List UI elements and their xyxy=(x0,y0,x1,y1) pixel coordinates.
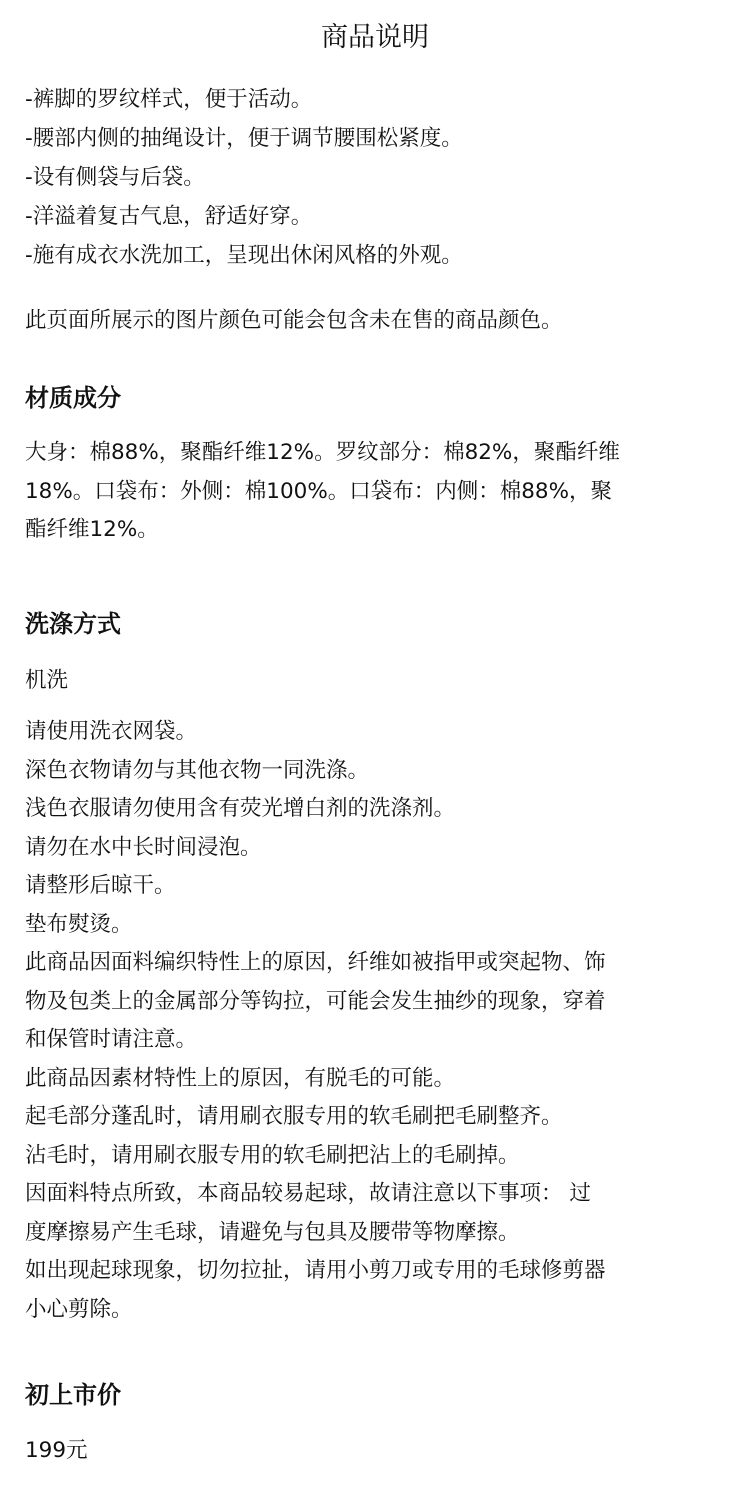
washing-method: 机洗 xyxy=(25,668,69,693)
washing-line: 起毛部分蓬乱时，请用刷衣服专用的软毛刷把毛刷整齐。 xyxy=(25,1104,563,1129)
price-value: 199元 xyxy=(25,1438,88,1463)
washing-line: 请整形后晾干。 xyxy=(25,873,176,898)
material-heading: 材质成分 xyxy=(25,384,121,412)
washing-line: 请勿在水中长时间浸泡。 xyxy=(25,834,262,860)
material-text xyxy=(25,434,730,550)
list-item: -设有侧袋与后袋。 xyxy=(25,165,205,190)
washing-line: 物及包类上的金属部分等钩拉，可能会发生抽纱的现象，穿着 xyxy=(25,988,606,1014)
washing-line: 度摩擦易产生毛球，请避免与包具及腰带等物摩擦。 xyxy=(25,1219,520,1245)
page-title: 商品说明 xyxy=(321,22,429,53)
washing-line: 因面料特点所致，本商品较易起球，故请注意以下事项： 过 xyxy=(25,1181,591,1206)
washing-line: 深色衣物请勿与其他衣物一同洗涤。 xyxy=(25,757,370,783)
washing-line: 垫布熨烫。 xyxy=(25,911,133,937)
price-heading: 初上市价 xyxy=(25,1381,121,1409)
list-item: -裤脚的罗纹样式，便于活动。 xyxy=(25,87,313,112)
color-disclaimer: 此页面所展示的图片颜色可能会包含未在售的商品颜色。 xyxy=(25,308,563,333)
washing-line: 和保管时请注意。 xyxy=(25,1027,198,1052)
washing-line: 此商品因素材特性上的原因，有脱毛的可能。 xyxy=(25,1065,456,1091)
list-item: -腰部内侧的抽绳设计，便于调节腰围松紧度。 xyxy=(25,126,463,151)
material-line: 18%。口袋布：外侧：棉100%。口袋布：内侧：棉88%，聚 xyxy=(25,478,613,504)
washing-line: 沾毛时，请用刷衣服专用的软毛刷把沾上的毛刷掉。 xyxy=(25,1142,520,1168)
list-item: -施有成衣水洗加工，呈现出休闲风格的外观。 xyxy=(25,243,463,268)
washing-line: 此商品因面料编织特性上的原因，纤维如被指甲或突起物、饰 xyxy=(25,950,606,975)
washing-instructions xyxy=(25,713,730,1329)
list-item: -洋溢着复古气息，舒适好穿。 xyxy=(25,204,313,229)
washing-line: 小心剪除。 xyxy=(25,1296,133,1322)
material-line: 大身：棉88%，聚酯纤维12%。罗纹部分：棉82%，聚酯纤维 xyxy=(25,440,620,465)
washing-line: 浅色衣服请勿使用含有荧光增白剂的洗涤剂。 xyxy=(25,796,456,821)
feature-list xyxy=(25,80,730,275)
washing-line: 请使用洗衣网袋。 xyxy=(25,719,198,744)
washing-heading: 洗涤方式 xyxy=(25,610,121,638)
washing-line: 如出现起球现象，切勿拉扯，请用小剪刀或专用的毛球修剪器 xyxy=(25,1258,606,1283)
material-line: 酯纤维12%。 xyxy=(25,517,159,542)
